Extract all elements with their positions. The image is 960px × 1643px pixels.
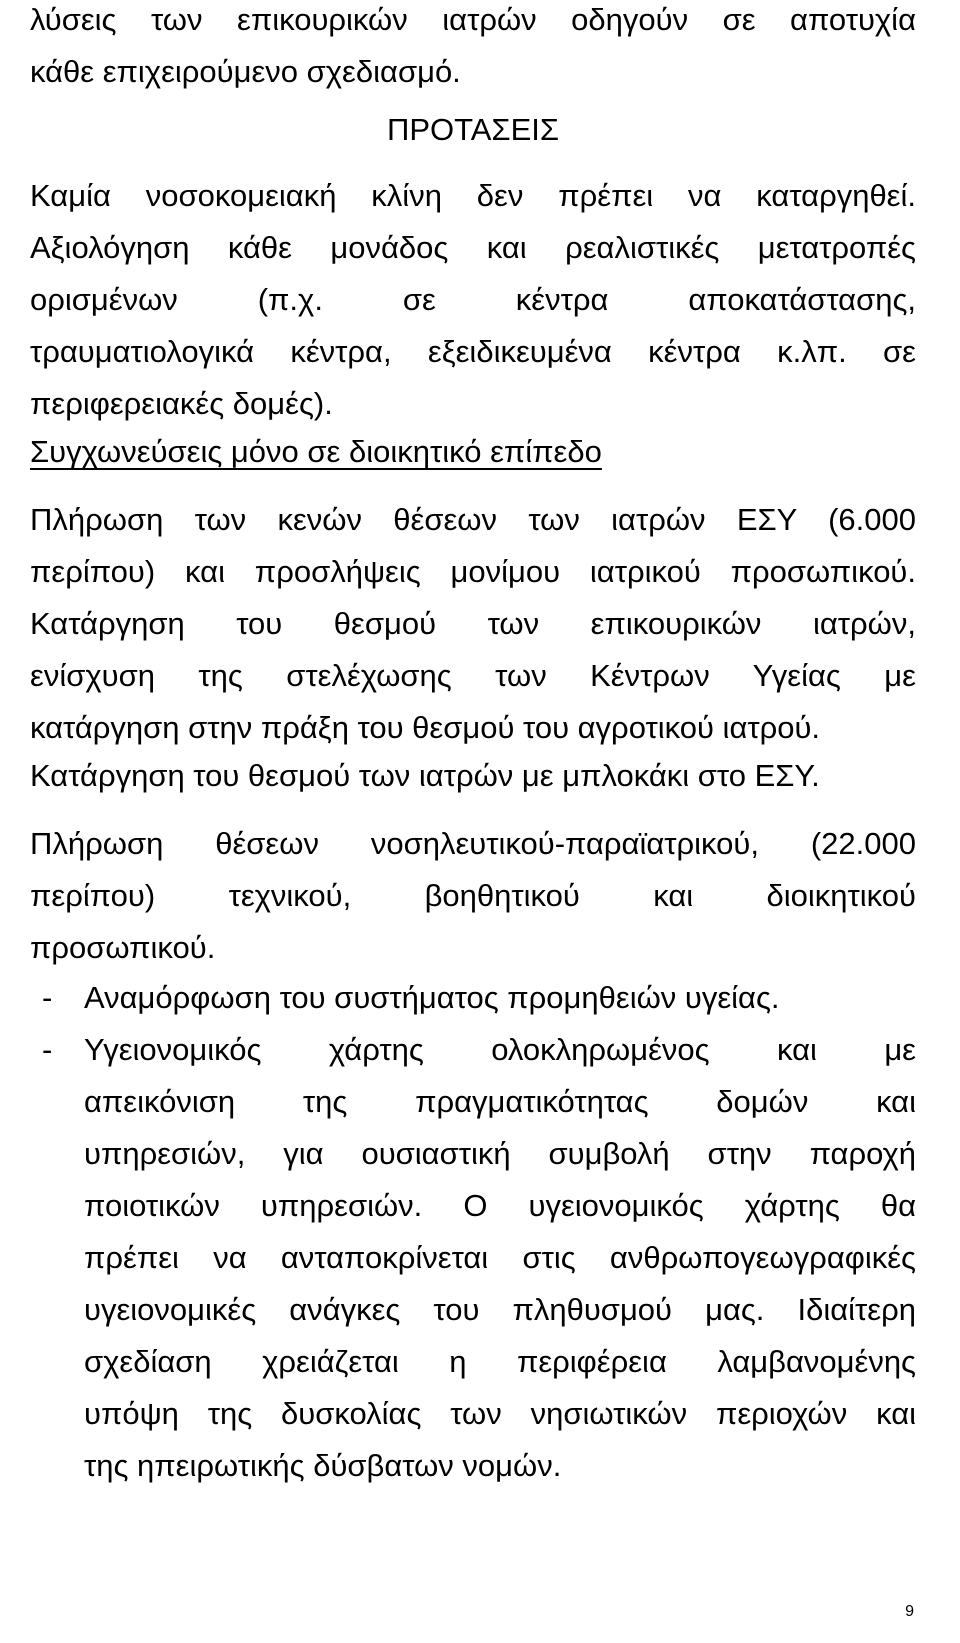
intro-paragraph <box>30 0 916 98</box>
page-number: 9 <box>905 1603 914 1620</box>
bullet-line: Αναμόρφωση του συστήματος προμηθειών υγείας. <box>84 980 780 1015</box>
bullet-line: ποιοτικών υπηρεσιών. Ο υγειονομικός χάρτης θα <box>84 1188 916 1223</box>
proposal-paragraph-1 <box>30 170 916 430</box>
paragraph-line: ορισμένων (π.χ. σε κέντρα αποκατάστασης, <box>30 282 916 317</box>
bullet-text <box>84 1024 916 1492</box>
bullet-text <box>84 972 916 1024</box>
intro-line: κάθε επιχειρούμενο σχεδιασμό. <box>30 54 461 89</box>
proposal-paragraph-4 <box>30 818 916 974</box>
bullet-line: υγειονομικές ανάγκες του πληθυσμού μας. Ιδιαίτερη <box>84 1292 916 1327</box>
paragraph-line: Αξιολόγηση κάθε μονάδος και ρεαλιστικές μετατροπές <box>30 230 916 265</box>
section-heading: ΠΡΟΤΑΣΕΙΣ <box>386 112 560 147</box>
underlined-statement-wrap <box>30 426 916 478</box>
intro-line: λύσεις των επικουρικών ιατρών οδηγούν σε αποτυχία <box>30 2 916 37</box>
bullet-line: υπόψη της δυσκολίας των νησιωτικών περιοχών και <box>84 1396 916 1431</box>
paragraph-line: Πλήρωση θέσεων νοσηλευτικού-παραϊατρικού, (22.000 <box>30 826 916 861</box>
paragraph-line: Κατάργηση του θεσμού των ιατρών με μπλοκάκι στο ΕΣΥ. <box>30 758 820 793</box>
proposal-paragraph-3 <box>30 750 916 802</box>
paragraph-line: Πλήρωση των κενών θέσεων των ιατρών ΕΣΥ (6.000 <box>30 502 916 537</box>
bullet-line: υπηρεσιών, για ουσιαστική συμβολή στην παροχή <box>84 1136 916 1171</box>
paragraph-line: Καμία νοσοκομειακή κλίνη δεν πρέπει να καταργηθεί. <box>30 178 916 213</box>
bullet-line: Υγειονομικός χάρτης ολοκληρωμένος και με <box>84 1032 916 1067</box>
bullet-line: σχεδίαση χρειάζεται η περιφέρεια λαμβανομένης <box>84 1344 916 1379</box>
paragraph-line: κατάργηση στην πράξη του θεσμού του αγροτικού ιατρού. <box>30 710 821 745</box>
paragraph-line: τραυματιολογικά κέντρα, εξειδικευμένα κέντρα κ.λπ. σε <box>30 334 916 369</box>
bullet-dash: - <box>42 980 53 1015</box>
bullet-line: της ηπειρωτικής δύσβατων νομών. <box>84 1448 562 1483</box>
paragraph-line: Κατάργηση του θεσμού των επικουρικών ιατρών, <box>30 606 916 641</box>
paragraph-line: προσωπικού. <box>30 930 216 965</box>
proposal-paragraph-2 <box>30 494 916 754</box>
paragraph-line: ενίσχυση της στελέχωσης των Κέντρων Υγείας με <box>30 658 916 693</box>
bullet-line: απεικόνιση της πραγματικότητας δομών και <box>84 1084 916 1119</box>
bullet-line: πρέπει να ανταποκρίνεται στις ανθρωπογεωγραφικές <box>84 1240 916 1275</box>
paragraph-line: περιφερειακές δομές). <box>30 386 333 421</box>
bullet-dash: - <box>42 1032 53 1067</box>
underlined-statement: Συγχωνεύσεις μόνο σε διοικητικό επίπεδο <box>30 434 602 469</box>
paragraph-line: περίπου) τεχνικού, βοηθητικού και διοικητικού <box>30 878 916 913</box>
paragraph-line: περίπου) και προσλήψεις μονίμου ιατρικού προσωπικού. <box>30 554 916 589</box>
